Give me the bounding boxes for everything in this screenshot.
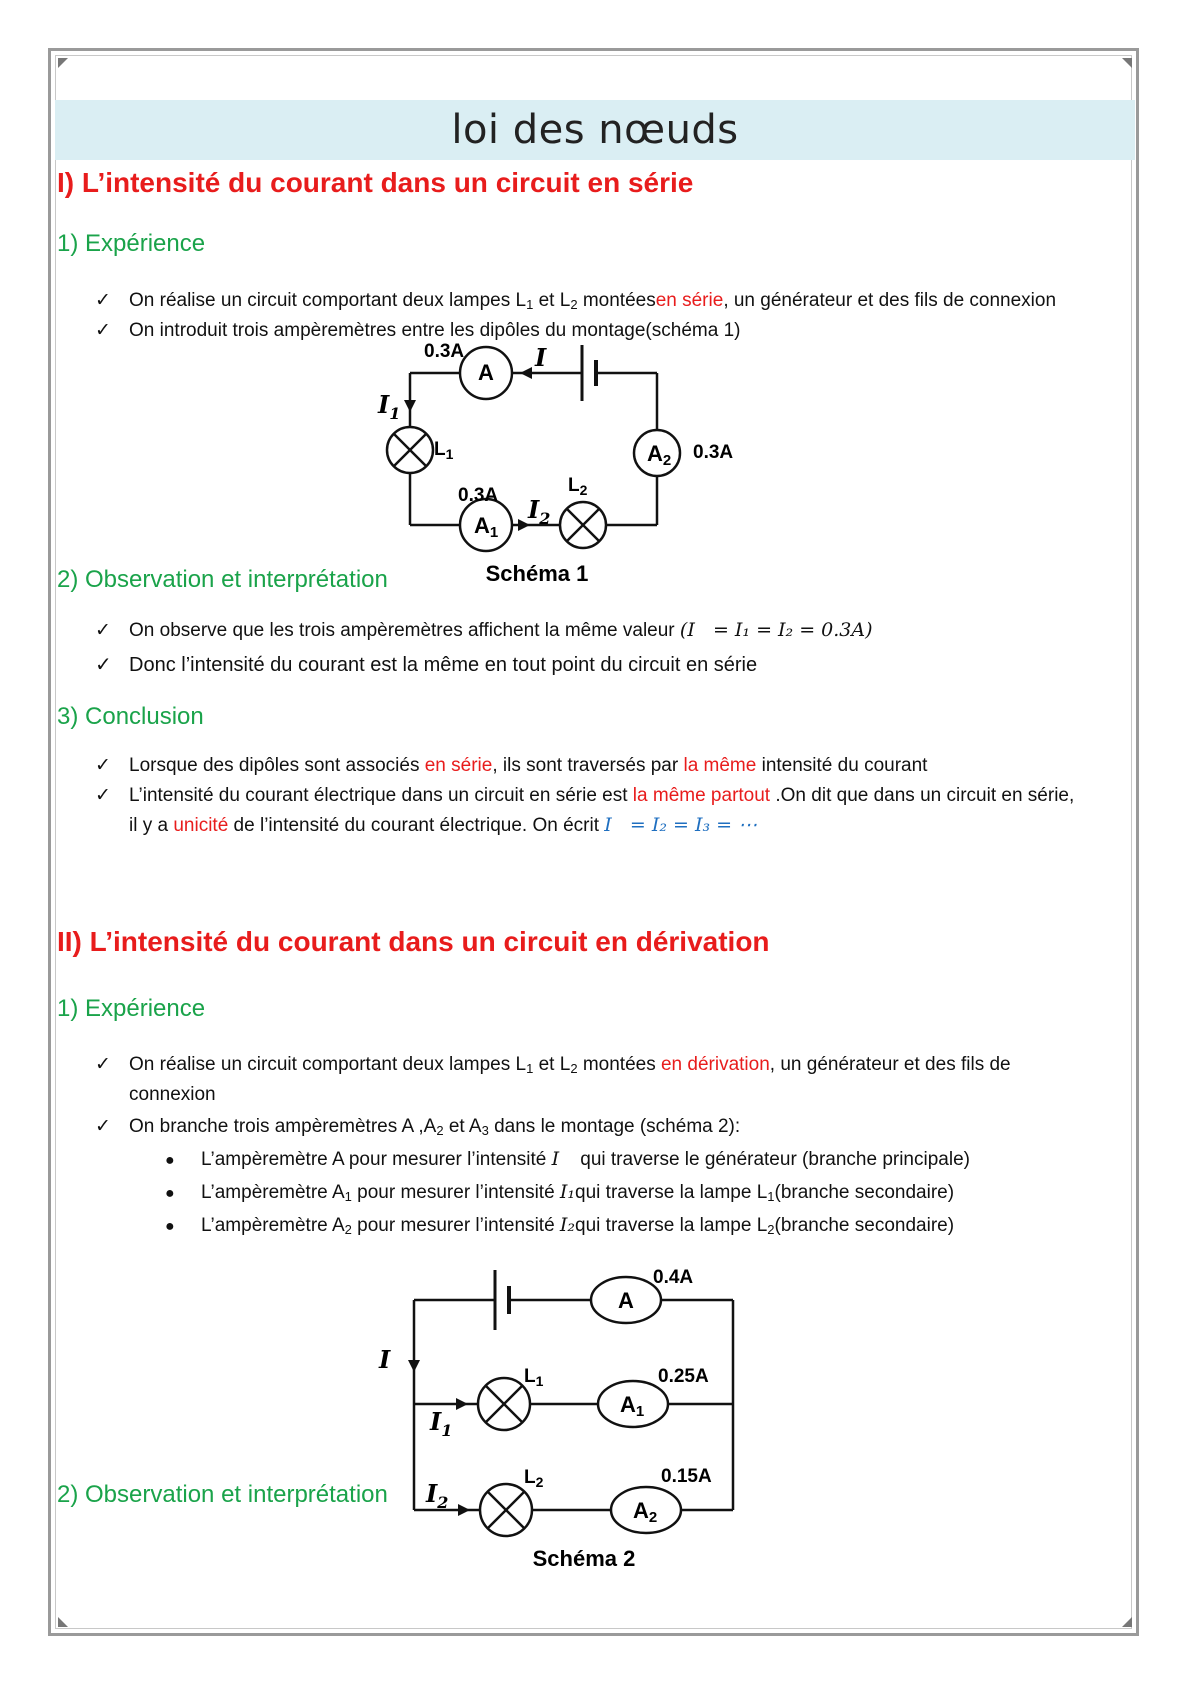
schema1-A2-reading: 0.3A — [693, 442, 734, 463]
section-1-observation-heading: 2) Observation et interprétation — [57, 566, 388, 593]
section-2-experience-heading: 1) Expérience — [57, 995, 206, 1022]
title-band — [55, 100, 1135, 160]
checkmark-icon: ✓ — [95, 289, 111, 311]
section-1-heading: I) L’intensité du courant dans un circuit en série — [57, 167, 694, 198]
bullet-1-1: ✓ On réalise un circuit comportant deux lampes $L_1$ et $L_2$ montéesen série, un générateur et des fils de connexion — [95, 285, 1056, 316]
schema2-A2-reading: 0.15A — [661, 1466, 712, 1487]
schema2-A-reading: 0.4A — [653, 1267, 694, 1288]
schema1-L2-label: $L_2$ — [568, 475, 588, 498]
schema2-I2-label: $I_2$ — [426, 1479, 449, 1512]
schema1-I1-label: $I_1$ — [378, 390, 401, 423]
schema1-L1-label: $L_1$ — [434, 439, 454, 462]
checkmark-icon: ✓ — [95, 1053, 111, 1075]
bullet-1-5: ✓ Lorsque des dipôles sont associés en série, ils sont traversés par la même intensité du courant — [95, 750, 927, 781]
bullet-2-1-continuation: connexion — [129, 1084, 216, 1105]
section-2-observation-heading: 2) Observation et interprétation — [57, 1481, 388, 1508]
corner-mark-icon — [58, 1617, 68, 1627]
schema1-A2-letter: A2 — [647, 441, 672, 469]
sub-bullet-2: ● L’ampèremètre $A_1$ pour mesurer l’intensité I₁qui traverse la lampe $L_1(branche$ secondaire) — [165, 1177, 954, 1209]
checkmark-icon: ✓ — [95, 754, 111, 776]
schema1-caption: Schéma 1 — [485, 561, 589, 586]
schema1-I-label: I — [535, 343, 547, 372]
schema2-L2-label: $L_2$ — [524, 1467, 544, 1490]
bullet-2-1: ✓ On réalise un circuit comportant deux lampes $L_1$ et $L_2$ montées en dérivation, un générateur et des fils de — [95, 1049, 1011, 1080]
schema1-A-letter: A — [478, 360, 494, 385]
bullet-1-2: ✓ On introduit trois ampèremètres entre les dipôles du montage(schéma 1) — [95, 315, 740, 346]
bullet-1-3: ✓ On observe que les trois ampèremètres affichent la même valeur (I = I₁ = I₂ = 0.3A) — [95, 615, 873, 646]
schema1-I2-label: $I_2$ — [528, 495, 551, 528]
checkmark-icon: ✓ — [95, 319, 111, 341]
page-title: loi des nœuds — [451, 107, 739, 153]
schema2-caption: Schéma 2 — [532, 1546, 636, 1571]
bullet-1-6-continuation: il y a unicité de l’intensité du courant électrique. On écrit I = I₂ = I₃ = ⋯ — [129, 814, 758, 836]
schema2-L1-label: $L_1$ — [524, 1366, 544, 1389]
corner-mark-icon — [1122, 58, 1132, 68]
schema1-A1-reading: 0.3A — [458, 485, 499, 506]
section-1-conclusion-heading: 3) Conclusion — [57, 703, 204, 730]
checkmark-icon: ✓ — [95, 1115, 111, 1137]
schema2-I1-label: $I_1$ — [430, 1407, 453, 1440]
corner-mark-icon — [1122, 1617, 1132, 1627]
bullet-dot-icon: ● — [165, 1152, 175, 1169]
schema1-A1-letter: A1 — [474, 513, 499, 541]
bullet-1-4: ✓ Donc l’intensité du courant est la même en tout point du circuit en série — [95, 649, 757, 680]
sub-bullet-1: ● L’ampèremètre A pour mesurer l’intensité I qui traverse le générateur (branche principale) — [165, 1144, 970, 1176]
bullet-1-6: ✓ L’intensité du courant électrique dans un circuit en série est la même partout .On dit que dans un circuit en série, — [95, 780, 1074, 811]
schema2-I-label: I — [379, 1345, 391, 1374]
corner-mark-icon — [58, 58, 68, 68]
checkmark-icon: ✓ — [95, 784, 111, 806]
schema2-A1-letter: A1 — [620, 1392, 645, 1420]
schema-1-diagram — [380, 340, 820, 630]
schema2-A-letter: A — [618, 1288, 634, 1313]
section-2-heading: II) L’intensité du courant dans un circuit en dérivation — [57, 926, 770, 957]
schema-2-diagram — [370, 1255, 750, 1575]
bullet-2-2: ✓ On branche trois ampèremètres A $,A_2$ et $A_3$ dans le montage (schéma 2): — [95, 1111, 740, 1142]
bullet-dot-icon: ● — [165, 1218, 175, 1235]
bullet-dot-icon: ● — [165, 1185, 175, 1202]
schema1-A-reading: 0.3A — [424, 341, 465, 362]
checkmark-icon: ✓ — [95, 652, 112, 676]
schema2-A1-reading: 0.25A — [658, 1366, 709, 1387]
checkmark-icon: ✓ — [95, 619, 111, 641]
schema2-A2-letter: A2 — [633, 1498, 658, 1526]
sub-bullet-3: ● L’ampèremètre $A_2$ pour mesurer l’intensité I₂qui traverse la lampe $L_2(branche$ secondaire) — [165, 1210, 954, 1242]
section-1-experience-heading: 1) Expérience — [57, 230, 206, 257]
